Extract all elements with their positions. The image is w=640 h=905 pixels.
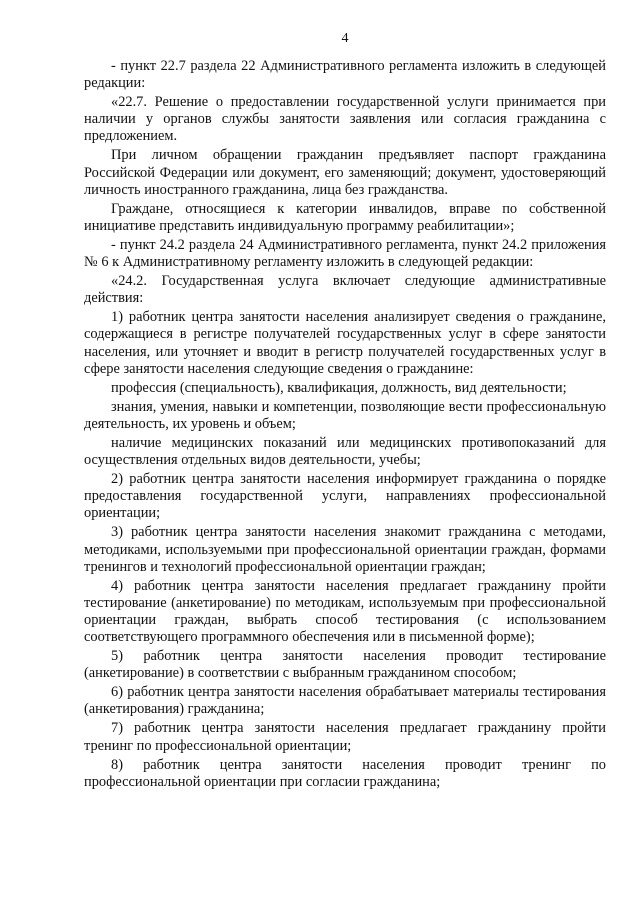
clause-22-7-text: «22.7. Решение о предоставлении государственной услуги принимается при наличии у органов службы занятости заявления или согласия гражданина с предложением. [84, 94, 606, 145]
document-page [84, 30, 606, 793]
action-item-2: 2) работник центра занятости населения информирует гражданина о порядке предоставления государственной услуги, направлениях профессиональной ориентации; [84, 471, 606, 522]
action-item-8: 8) работник центра занятости населения проводит тренинг по профессиональной ориентации при согласии гражданина; [84, 756, 606, 790]
clause-24-2-text: «24.2. Государственная услуга включает следующие административные действия: [84, 273, 606, 307]
clause-22-7-passport-paragraph: При личном обращении гражданин предъявляет паспорт гражданина Российской Федерации или документ, его заменяющий; документ, удостоверяющий личность иностранного гражданина, лица без гражданства. [84, 147, 606, 198]
amendment-item-24-2-intro: - пункт 24.2 раздела 24 Административного регламента, пункт 24.2 приложения № 6 к Административному регламенту изложить в следующей редакции: [84, 236, 606, 271]
action-item-7: 7) работник центра занятости населения предлагает гражданину пройти тренинг по профессиональной ориентации; [84, 720, 606, 754]
action-item-6: 6) работник центра занятости населения обрабатывает материалы тестирования (анкетирования) гражданина; [84, 684, 606, 718]
action-item-5: 5) работник центра занятости населения проводит тестирование (анкетирование) в соответствии с выбранным гражданином способом; [84, 648, 606, 682]
action-item-1-profession: профессия (специальность), квалификация, должность, вид деятельности; [111, 379, 567, 396]
clause-22-7-disabled-paragraph: Граждане, относящиеся к категории инвалидов, вправе по собственной инициативе представить индивидуальную программу реабилитации»; [84, 200, 606, 234]
amendment-item-22-7-intro: - пункт 22.7 раздела 22 Административного регламента изложить в следующей редакции: [84, 58, 606, 92]
page-number: 4 [341, 31, 349, 46]
action-item-4: 4) работник центра занятости населения предлагает гражданину пройти тестирование (анкетирование) по методикам, используемым при профессиональной ориентации граждан, выбрать способ тестирования (с использованием соответствующего программного обеспечения или в письменной форме); [84, 577, 606, 645]
action-item-1: 1) работник центра занятости населения анализирует сведения о гражданине, содержащиеся в регистре получателей государственных услуг в сфере занятости населения, или уточняет и вводит в регистр получателей государственных услуг в сфере занятости населения следующие сведения о гражданине: [84, 309, 606, 377]
action-item-3: 3) работник центра занятости населения знакомит гражданина с методами, методиками, используемыми при профессиональной ориентации граждан, формами тренингов и технологий профессиональной ориентации граждан; [84, 524, 606, 575]
action-item-1-medical: наличие медицинских показаний или медицинских противопоказаний для осуществления отдельных видов деятельности, учебы; [84, 434, 606, 469]
action-item-1-skills: знания, умения, навыки и компетенции, позволяющие вести профессиональную деятельность, их уровень и объем; [84, 398, 606, 432]
